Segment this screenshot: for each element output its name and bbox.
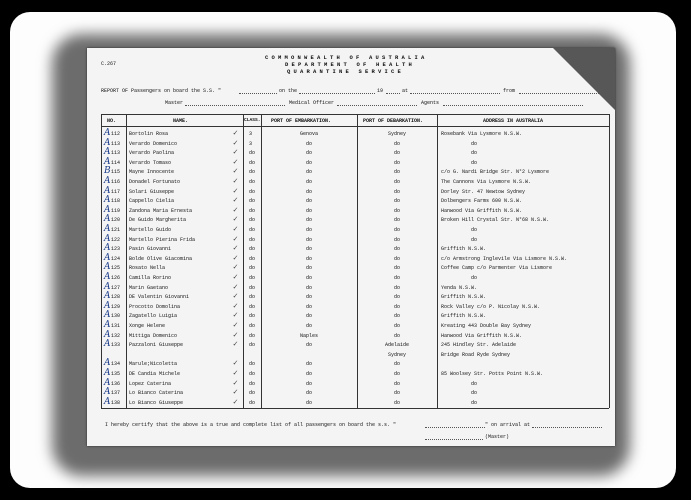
passenger-class: do bbox=[249, 323, 256, 329]
pencil-mark: A bbox=[104, 387, 111, 398]
passenger-class: do bbox=[249, 332, 256, 339]
check-mark-icon: ✓ bbox=[233, 378, 238, 388]
row-number: 122 bbox=[111, 236, 121, 243]
address-in-australia: do bbox=[471, 275, 478, 281]
pencil-mark: A bbox=[104, 281, 111, 292]
port-of-debarkation: do bbox=[393, 332, 401, 339]
col-class: CLASS. bbox=[244, 118, 261, 123]
col-debarkation: PORT OF DEBARKATION. bbox=[363, 118, 424, 124]
passenger-name: Pasin Giovanni bbox=[129, 246, 172, 253]
passenger-class: 3 bbox=[249, 131, 253, 137]
row-number: 124 bbox=[111, 255, 121, 262]
pencil-mark: A bbox=[104, 204, 111, 215]
port-of-embarkation: do bbox=[305, 198, 313, 205]
port-of-debarkation: do bbox=[393, 380, 401, 387]
row-number: 112 bbox=[111, 131, 121, 137]
port-of-debarkation: do bbox=[393, 303, 401, 310]
address-in-australia: Bridge Road Ryde Sydney bbox=[441, 351, 511, 358]
form-number: C.267 bbox=[101, 61, 117, 67]
pencil-mark: A bbox=[104, 137, 111, 148]
port-of-embarkation: do bbox=[305, 390, 313, 397]
address-in-australia: do bbox=[471, 159, 478, 166]
row-number: 116 bbox=[111, 179, 121, 185]
port-of-debarkation: do bbox=[393, 371, 401, 377]
pencil-mark: A bbox=[104, 262, 111, 273]
row-number: 137 bbox=[111, 390, 121, 397]
check-mark-icon: ✓ bbox=[233, 388, 238, 398]
table-row bbox=[87, 300, 615, 312]
check-mark-icon: ✓ bbox=[233, 273, 238, 282]
address-in-australia: Dolbengers Farms 600 N.S.W. bbox=[441, 198, 523, 205]
port-of-debarkation: do bbox=[393, 179, 401, 185]
address-in-australia: do bbox=[471, 150, 478, 157]
address-in-australia: do bbox=[471, 140, 478, 147]
passenger-name: Mittiga Domenico bbox=[129, 332, 178, 339]
table-row bbox=[87, 149, 615, 158]
table-row bbox=[87, 293, 615, 302]
passenger-name: Lopez Caterina bbox=[129, 380, 172, 387]
passenger-name: Donadel Fortunato bbox=[129, 179, 181, 185]
table-row bbox=[87, 274, 615, 283]
pencil-mark: A bbox=[104, 339, 111, 350]
certify-text: I hereby certify that the above is a true and complete list of all passengers on board the s.s. " bbox=[105, 422, 397, 428]
pencil-mark: A bbox=[104, 233, 111, 244]
arrival-text: " on arrival at bbox=[485, 422, 531, 428]
passenger-name: Solari Giuseppe bbox=[129, 188, 175, 195]
row-number: 134 bbox=[111, 361, 121, 368]
passenger-name: Rosato Nella bbox=[129, 265, 166, 272]
table-row bbox=[87, 252, 615, 264]
pencil-mark: A bbox=[104, 185, 111, 196]
row-number: 131 bbox=[111, 323, 121, 329]
row-number: 132 bbox=[111, 332, 121, 339]
port-of-debarkation: do bbox=[393, 399, 401, 406]
row-number: 126 bbox=[111, 275, 121, 281]
passenger-class: do bbox=[249, 342, 256, 349]
table-row bbox=[87, 168, 615, 177]
pencil-mark: A bbox=[104, 176, 111, 186]
folded-corner bbox=[553, 48, 615, 110]
table-row bbox=[87, 329, 615, 341]
row-number: 113 bbox=[111, 140, 121, 147]
master-label: Master bbox=[165, 100, 184, 106]
check-mark-icon: ✓ bbox=[233, 292, 238, 302]
port-of-embarkation: Naples bbox=[299, 332, 319, 339]
port-of-embarkation: do bbox=[305, 323, 313, 329]
address-in-australia: Broken Hill Crystal Str. N°68 N.S.W. bbox=[441, 217, 550, 224]
check-mark-icon: ✓ bbox=[233, 311, 238, 321]
port-of-embarkation: do bbox=[305, 227, 313, 233]
table-row bbox=[87, 351, 615, 360]
check-mark-icon: ✓ bbox=[233, 359, 238, 369]
report-label: REPORT OF Passengers on board the S.S. " bbox=[101, 88, 222, 94]
table-row bbox=[87, 377, 615, 389]
pencil-mark: B bbox=[104, 166, 111, 177]
pencil-mark: A bbox=[104, 243, 111, 254]
port-of-embarkation: do bbox=[305, 169, 313, 176]
port-of-debarkation: do bbox=[393, 246, 401, 253]
pencil-mark: A bbox=[104, 291, 111, 302]
passenger-name: Lo Bianco Caterina bbox=[129, 390, 184, 397]
port-of-embarkation: do bbox=[305, 188, 313, 195]
passenger-class: do bbox=[249, 246, 256, 253]
passenger-class: do bbox=[249, 159, 256, 166]
check-mark-icon: ✓ bbox=[233, 138, 238, 148]
port-of-embarkation: do bbox=[305, 159, 313, 166]
row-number: 128 bbox=[111, 294, 121, 301]
passenger-class: do bbox=[249, 371, 256, 377]
address-in-australia: The Cannons Via Lysmore N.S.W. bbox=[441, 179, 532, 185]
passenger-class: do bbox=[249, 179, 256, 185]
passenger-name: Zagatello Luigia bbox=[129, 313, 178, 320]
row-number: 135 bbox=[111, 371, 121, 377]
address-in-australia: Dorley Str. 47 Newtow Sydney bbox=[441, 188, 526, 195]
table-row bbox=[87, 264, 615, 273]
port-of-embarkation: Genova bbox=[299, 131, 319, 137]
address-in-australia: do bbox=[471, 227, 478, 233]
passenger-name: Bolde Olive Giacomina bbox=[129, 255, 193, 262]
row-number: 121 bbox=[111, 227, 121, 233]
port-of-embarkation: do bbox=[305, 361, 313, 368]
report-on-the: on the bbox=[279, 88, 298, 94]
passenger-class: do bbox=[249, 390, 256, 397]
port-of-debarkation: do bbox=[393, 169, 401, 176]
passenger-name: DE Candia Michele bbox=[129, 371, 181, 377]
check-mark-icon: ✓ bbox=[233, 253, 238, 263]
passenger-class: do bbox=[249, 361, 256, 368]
port-of-embarkation: do bbox=[305, 371, 313, 377]
passenger-name: Mayne Innocente bbox=[129, 169, 175, 176]
check-mark-icon: ✓ bbox=[233, 215, 238, 225]
port-of-embarkation: do bbox=[305, 246, 313, 253]
port-of-debarkation: do bbox=[393, 275, 401, 281]
passenger-class: 3 bbox=[249, 140, 253, 147]
port-of-debarkation: do bbox=[393, 227, 401, 233]
port-of-embarkation: do bbox=[305, 265, 313, 272]
row-number: 113 bbox=[111, 150, 121, 157]
row-number: 123 bbox=[111, 246, 121, 253]
port-of-debarkation: do bbox=[393, 265, 401, 272]
check-mark-icon: ✓ bbox=[233, 244, 238, 254]
passenger-class: do bbox=[249, 399, 256, 406]
pencil-mark: A bbox=[104, 310, 111, 321]
port-of-embarkation: do bbox=[305, 303, 313, 310]
address-in-australia: Griffith N.S.W. bbox=[441, 294, 487, 301]
passenger-class: do bbox=[249, 236, 256, 243]
passenger-name: Lo Bianco Giuseppe bbox=[129, 399, 184, 406]
passenger-class: do bbox=[249, 380, 256, 387]
port-of-embarkation: do bbox=[305, 380, 313, 387]
port-of-embarkation: do bbox=[305, 207, 313, 214]
row-number: 117 bbox=[111, 188, 121, 195]
passenger-name: Camilla Rorino bbox=[129, 275, 172, 281]
passenger-name: Verardo Tomaso bbox=[129, 159, 172, 166]
pencil-mark: A bbox=[104, 396, 111, 407]
col-embarkation: PORT OF EMBARKATION. bbox=[271, 118, 332, 124]
header-commonwealth: COMMONWEALTH OF AUSTRALIA bbox=[265, 54, 428, 61]
port-of-debarkation: do bbox=[393, 284, 401, 291]
row-number: 119 bbox=[111, 207, 121, 214]
passenger-name: Verardo Paolina bbox=[129, 150, 175, 157]
address-in-australia: do bbox=[471, 236, 478, 243]
passenger-class: do bbox=[249, 227, 256, 233]
header-department: DEPARTMENT OF HEALTH bbox=[285, 61, 416, 68]
check-mark-icon: ✓ bbox=[233, 129, 238, 138]
port-of-embarkation: do bbox=[305, 236, 313, 243]
passenger-class: do bbox=[249, 188, 256, 195]
port-of-embarkation: do bbox=[305, 140, 313, 147]
address-in-australia: 85 Woolsey Str. Potts Point N.S.W. bbox=[441, 371, 544, 377]
passenger-name: DE Valentin Giovanni bbox=[129, 294, 190, 301]
table-row bbox=[87, 130, 615, 139]
port-of-embarkation: do bbox=[305, 179, 313, 185]
address-in-australia: c/o Armstrong Inglevile Via Lismore N.S.W. bbox=[441, 255, 568, 262]
pencil-mark: A bbox=[104, 224, 111, 234]
medical-officer-label: Medical Officer bbox=[289, 100, 335, 106]
check-mark-icon: ✓ bbox=[233, 196, 238, 206]
check-mark-icon: ✓ bbox=[233, 282, 238, 292]
check-mark-icon: ✓ bbox=[233, 167, 238, 177]
pencil-mark: A bbox=[104, 272, 111, 282]
pencil-mark: A bbox=[104, 156, 111, 167]
passenger-name: De Guido Margherita bbox=[129, 217, 187, 224]
agents-label: Agents bbox=[421, 100, 440, 106]
check-mark-icon: ✓ bbox=[233, 340, 238, 350]
row-number: 136 bbox=[111, 380, 121, 387]
passenger-name: Cappello Cielia bbox=[129, 198, 175, 205]
port-of-debarkation: do bbox=[393, 255, 401, 262]
address-in-australia: do bbox=[471, 380, 478, 387]
row-number: 138 bbox=[111, 399, 121, 406]
address-in-australia: Kreating 443 Double Bay Sydney bbox=[441, 323, 532, 329]
pencil-mark: A bbox=[104, 368, 111, 378]
port-of-embarkation: do bbox=[305, 275, 313, 281]
port-of-embarkation: do bbox=[305, 217, 313, 224]
address-in-australia: Griffith N.S.W. bbox=[441, 313, 487, 320]
row-number: 120 bbox=[111, 217, 121, 224]
port-of-embarkation: do bbox=[305, 399, 313, 406]
table-row bbox=[87, 341, 615, 350]
row-number: 114 bbox=[111, 159, 121, 166]
passenger-name: Procotto Domolina bbox=[129, 303, 181, 310]
check-mark-icon: ✓ bbox=[233, 369, 238, 378]
port-of-debarkation: do bbox=[393, 140, 401, 147]
address-in-australia: c/o G. Nardi Bridge Str. N°2 Lysmore bbox=[441, 169, 550, 176]
check-mark-icon: ✓ bbox=[233, 205, 238, 215]
table-row bbox=[87, 322, 615, 331]
table-row bbox=[87, 197, 615, 206]
check-mark-icon: ✓ bbox=[233, 330, 238, 340]
port-of-debarkation: do bbox=[393, 188, 401, 195]
check-mark-icon: ✓ bbox=[233, 397, 238, 407]
port-of-embarkation: do bbox=[305, 255, 313, 262]
master-signature-label: (Master) bbox=[485, 434, 510, 440]
table-row bbox=[87, 370, 615, 379]
row-number: 115 bbox=[111, 169, 121, 176]
passenger-name: Zandona Maria Ernesta bbox=[129, 207, 193, 214]
table-row bbox=[87, 360, 615, 369]
col-name: NAME. bbox=[173, 118, 189, 124]
pencil-mark: A bbox=[104, 195, 111, 206]
port-of-debarkation: do bbox=[393, 323, 401, 329]
port-of-embarkation: do bbox=[305, 284, 313, 291]
header-quarantine: QUARANTINE SERVICE bbox=[287, 68, 405, 75]
passenger-class: do bbox=[249, 313, 256, 320]
passenger-class: do bbox=[249, 255, 256, 262]
table-row bbox=[87, 312, 615, 321]
table-row bbox=[87, 137, 615, 149]
address-in-australia: Griffith N.S.W. bbox=[441, 246, 487, 253]
passenger-list-document bbox=[87, 48, 615, 446]
check-mark-icon: ✓ bbox=[233, 186, 238, 196]
address-in-australia: Rock Valley c/o P. Nicolay N.S.W. bbox=[441, 303, 541, 310]
port-of-debarkation: Sydney bbox=[387, 351, 407, 358]
passenger-name: Martello Guido bbox=[129, 227, 172, 233]
report-from: from bbox=[503, 88, 516, 94]
address-in-australia: 245 Hindley Str. Adelaide bbox=[441, 342, 517, 349]
port-of-debarkation: do bbox=[393, 198, 401, 205]
address-in-australia: Coffee Camp c/o Parmenter Via Lismore bbox=[441, 265, 553, 272]
port-of-debarkation: Adelaide bbox=[384, 342, 410, 349]
address-in-australia: do bbox=[471, 399, 478, 406]
report-year: 19 bbox=[377, 88, 384, 94]
port-of-debarkation: do bbox=[393, 236, 401, 243]
check-mark-icon: ✓ bbox=[233, 234, 238, 244]
address-in-australia: Rosebank Via Lysmore N.S.W. bbox=[441, 131, 523, 137]
passenger-class: do bbox=[249, 284, 256, 291]
pencil-mark: A bbox=[104, 377, 111, 388]
col-address: ADDRESS IN AUSTRALIA bbox=[483, 118, 544, 124]
passenger-name: Pazzaloni Giuseppe bbox=[129, 342, 184, 349]
row-number: 127 bbox=[111, 284, 121, 291]
port-of-debarkation: do bbox=[393, 207, 401, 214]
pencil-mark: A bbox=[104, 320, 111, 330]
row-number: 130 bbox=[111, 313, 121, 320]
table-row bbox=[87, 396, 615, 408]
passenger-name: Martello Pierina Frida bbox=[129, 236, 196, 243]
check-mark-icon: ✓ bbox=[233, 321, 238, 330]
pencil-mark: A bbox=[104, 329, 111, 340]
address-in-australia: Yenda N.S.W. bbox=[441, 284, 478, 291]
check-mark-icon: ✓ bbox=[233, 148, 238, 158]
passenger-class: do bbox=[249, 169, 256, 176]
check-mark-icon: ✓ bbox=[233, 157, 238, 167]
address-in-australia: do bbox=[471, 390, 478, 397]
port-of-debarkation: do bbox=[393, 390, 401, 397]
port-of-debarkation: do bbox=[393, 313, 401, 320]
pencil-mark: A bbox=[104, 147, 111, 158]
passenger-class: do bbox=[249, 207, 256, 214]
port-of-debarkation: do bbox=[393, 361, 401, 368]
passenger-name: Verardo Domenico bbox=[129, 140, 178, 147]
passenger-name: Bortolin Rosa bbox=[129, 131, 169, 137]
passenger-class: do bbox=[249, 303, 256, 310]
address-in-australia: Hanwood Via Griffith N.S.W. bbox=[441, 207, 523, 214]
pencil-mark: A bbox=[104, 214, 111, 225]
table-row bbox=[87, 204, 615, 216]
check-mark-icon: ✓ bbox=[233, 177, 238, 186]
report-at: at bbox=[402, 88, 409, 94]
col-no: NO. bbox=[107, 118, 117, 124]
row-number: 129 bbox=[111, 303, 121, 310]
row-number: 133 bbox=[111, 342, 121, 349]
table-row bbox=[87, 216, 615, 225]
table-row bbox=[87, 156, 615, 168]
port-of-debarkation: do bbox=[393, 159, 401, 166]
passenger-class: do bbox=[249, 275, 256, 281]
check-mark-icon: ✓ bbox=[233, 263, 238, 273]
address-in-australia: Hanwood Via Griffith N.S.W. bbox=[441, 332, 523, 339]
pencil-mark: A bbox=[104, 300, 111, 311]
port-of-debarkation: do bbox=[393, 294, 401, 301]
port-of-debarkation: do bbox=[393, 150, 401, 157]
passenger-name: Xonge Helene bbox=[129, 323, 166, 329]
pencil-mark: A bbox=[104, 128, 111, 138]
pencil-mark: A bbox=[104, 358, 111, 369]
table-row bbox=[87, 226, 615, 235]
row-number: 118 bbox=[111, 198, 121, 205]
port-of-embarkation: do bbox=[305, 294, 313, 301]
passenger-class: do bbox=[249, 150, 256, 157]
table-row bbox=[87, 389, 615, 398]
port-of-embarkation: do bbox=[305, 342, 313, 349]
table-row bbox=[87, 233, 615, 245]
pencil-mark: A bbox=[104, 252, 111, 263]
passenger-name: Marule;Nicoletta bbox=[129, 361, 178, 368]
table-row bbox=[87, 185, 615, 197]
passenger-name: Marin Gaetano bbox=[129, 284, 169, 291]
port-of-embarkation: do bbox=[305, 150, 313, 157]
port-of-debarkation: Sydney bbox=[387, 131, 407, 137]
passenger-class: do bbox=[249, 294, 256, 301]
passenger-class: do bbox=[249, 265, 256, 272]
check-mark-icon: ✓ bbox=[233, 301, 238, 311]
port-of-embarkation: do bbox=[305, 313, 313, 320]
row-number: 125 bbox=[111, 265, 121, 272]
table-row bbox=[87, 281, 615, 293]
check-mark-icon: ✓ bbox=[233, 225, 238, 234]
passenger-class: do bbox=[249, 217, 256, 224]
table-row bbox=[87, 245, 615, 254]
port-of-debarkation: do bbox=[393, 217, 401, 224]
table-row bbox=[87, 178, 615, 187]
passenger-class: do bbox=[249, 198, 256, 205]
